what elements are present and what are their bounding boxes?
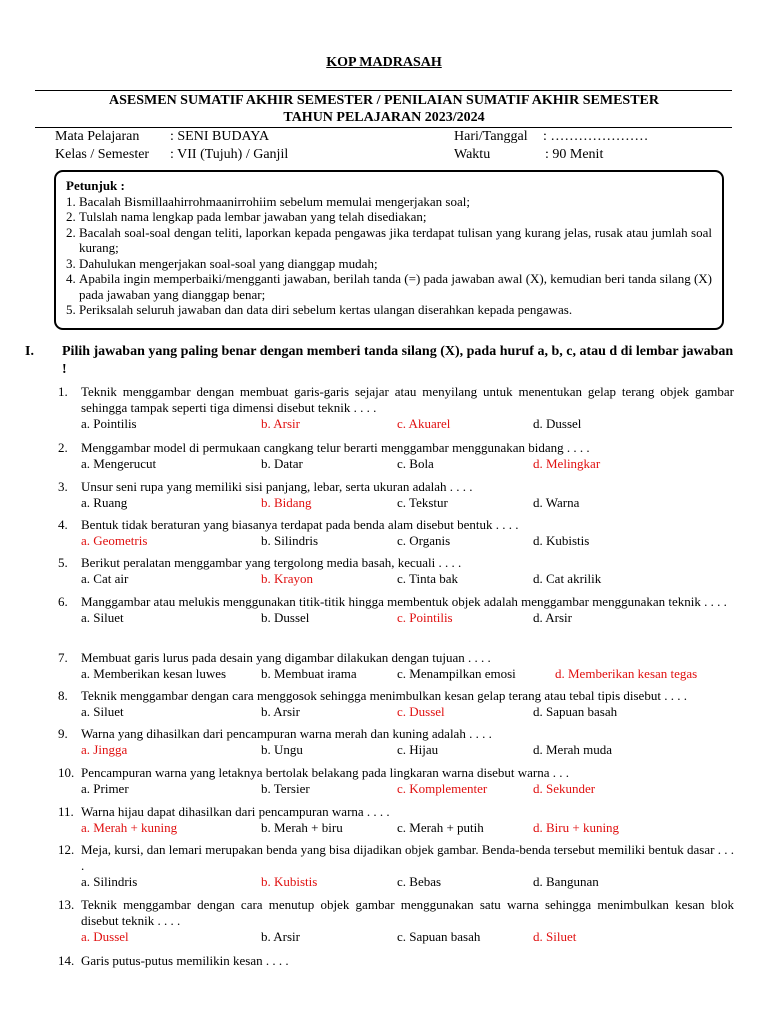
question-number: 11.: [58, 804, 74, 819]
option-d[interactable]: d. Memberikan kesan tegas: [555, 666, 698, 681]
exam-title: ASESMEN SUMATIF AKHIR SEMESTER / PENILAIAN SUMATIF AKHIR SEMESTER: [109, 93, 659, 108]
answer-options: [81, 456, 734, 472]
question-number: 3.: [58, 479, 68, 494]
petunjuk-heading: Petunjuk :: [66, 178, 125, 193]
answer-options: [81, 874, 734, 890]
petunjuk-item: 2. Tulslah nama lengkap pada lembar jawaban yang telah disediakan;: [66, 209, 427, 224]
option-c[interactable]: c. Sapuan basah: [397, 929, 481, 944]
question-number: 2.: [58, 440, 68, 455]
option-c[interactable]: c. Tekstur: [397, 495, 448, 510]
kelas-label: Kelas / Semester: [55, 147, 150, 162]
mapel-label: Mata Pelajaran: [55, 129, 140, 144]
option-a[interactable]: a. Dussel: [81, 929, 129, 944]
section-number: I.: [25, 344, 34, 359]
question-1: [58, 384, 734, 432]
hari-value: : …………………: [543, 129, 649, 144]
question-number: 7.: [58, 650, 68, 665]
option-d[interactable]: d. Sapuan basah: [533, 704, 618, 719]
question-7: [58, 650, 734, 682]
header-rule-bottom: [35, 127, 732, 128]
option-d[interactable]: d. Dussel: [533, 416, 582, 431]
petunjuk-box: [54, 170, 724, 330]
answer-options: [81, 495, 734, 511]
header-rule-top: [35, 90, 732, 91]
option-d[interactable]: d. Warna: [533, 495, 580, 510]
answer-options: [81, 666, 734, 682]
petunjuk-item: 3. Dahulukan mengerjakan soal-soal yang dianggap mudah;: [66, 255, 378, 271]
question-number: 6.: [58, 594, 68, 609]
mapel-value: : SENI BUDAYA: [170, 129, 270, 144]
petunjuk-item: 2. Bacalah soal-soal dengan teliti, laporkan kepada pengawas jika terdapat tulisan yang kurang jelas, rusak atau jumlah soal kurang;: [66, 224, 712, 255]
question-text: Teknik menggambar dengan cara menggosok sehingga menimbulkan kesan gelap terang atau tebal tipis disebut . . . .: [81, 688, 687, 703]
question-number: 9.: [58, 726, 68, 741]
question-text: Menggambar model di permukaan cangkang telur berarti menggambar menggunakan bidang . . . .: [81, 440, 590, 455]
option-d[interactable]: d. Kubistis: [533, 533, 590, 548]
option-c[interactable]: c. Hijau: [397, 742, 439, 757]
waktu-label: Waktu: [454, 147, 491, 162]
hari-label: Hari/Tanggal: [454, 129, 528, 144]
question-8: [58, 688, 734, 720]
option-a[interactable]: a. Memberikan kesan luwes: [81, 666, 227, 681]
petunjuk-item: 1. Bacalah Bismillaahirrohmaanirrohiim sebelum memulai mengerjakan soal;: [66, 193, 470, 209]
question-3: [58, 479, 734, 511]
question-number: 10.: [58, 765, 75, 780]
answer-options: [81, 781, 734, 797]
question-10: [58, 765, 734, 797]
question-number: 8.: [58, 688, 68, 703]
kop-madrasah: KOP MADRASAH: [326, 55, 442, 70]
question-text: Unsur seni rupa yang memiliki sisi panjang, lebar, serta ukuran adalah . . . .: [81, 479, 473, 494]
option-d[interactable]: d. Cat akrilik: [533, 571, 602, 586]
question-number: 12.: [58, 842, 75, 857]
answer-options: [81, 610, 734, 626]
question-number: 5.: [58, 555, 68, 570]
option-b[interactable]: b. Membuat irama: [261, 666, 357, 681]
answer-options: [81, 571, 734, 587]
option-d[interactable]: d. Merah muda: [533, 742, 613, 757]
question-5: [58, 555, 734, 587]
section-heading: [25, 343, 735, 379]
option-c[interactable]: c. Komplementer: [397, 781, 488, 796]
option-d[interactable]: d. Arsir: [533, 610, 572, 625]
option-c[interactable]: c. Dussel: [397, 704, 445, 719]
option-a[interactable]: a. Siluet: [81, 610, 124, 625]
option-a[interactable]: a. Primer: [81, 781, 129, 796]
option-a[interactable]: a. Geometris: [81, 533, 148, 548]
kelas-value: : VII (Tujuh) / Ganjil: [170, 147, 289, 162]
question-text: Bentuk tidak beraturan yang biasanya terdapat pada benda alam disebut bentuk . . . .: [81, 517, 519, 532]
option-c[interactable]: c. Bola: [397, 456, 434, 471]
question-text: Pencampuran warna yang letaknya bertolak belakang pada lingkaran warna disebut warna . . .: [81, 765, 570, 780]
option-a[interactable]: a. Jingga: [81, 742, 128, 757]
question-6: [58, 594, 734, 626]
option-b[interactable]: b. Arsir: [261, 416, 300, 431]
option-c[interactable]: c. Organis: [397, 533, 451, 548]
petunjuk-item: 5. Periksalah seluruh jawaban dan data diri sebelum kertas ulangan diserahkan kepada pengawas.: [66, 302, 573, 317]
option-b[interactable]: b. Kubistis: [261, 874, 318, 889]
option-b[interactable]: b. Dussel: [261, 610, 310, 625]
option-b[interactable]: b. Tersier: [261, 781, 310, 796]
question-number: 13.: [58, 897, 75, 912]
option-c[interactable]: c. Bebas: [397, 874, 442, 889]
answer-options: [81, 416, 734, 432]
option-c[interactable]: c. Pointilis: [397, 610, 453, 625]
option-c[interactable]: c. Merah + putih: [397, 820, 484, 835]
option-b[interactable]: b. Silindris: [261, 533, 319, 548]
question-number: 1.: [58, 384, 68, 399]
question-text: Membuat garis lurus pada desain yang digambar dilakukan dengan tujuan . . . .: [81, 650, 491, 665]
option-c[interactable]: c. Menampilkan emosi: [397, 666, 516, 681]
answer-options: [81, 929, 734, 945]
option-c[interactable]: c. Akuarel: [397, 416, 451, 431]
answer-options: [81, 820, 734, 836]
question-text: Meja, kursi, dan lemari merupakan benda yang bisa dijadikan objek gambar. Benda-benda tersebut memiliki bentuk dasar . . . .: [81, 842, 734, 873]
option-a[interactable]: a. Ruang: [81, 495, 128, 510]
option-a[interactable]: a. Pointilis: [81, 416, 137, 431]
question-text: Garis putus-putus memilikin kesan . . . .: [81, 953, 289, 968]
option-b[interactable]: b. Bidang: [261, 495, 312, 510]
question-text: Teknik menggambar dengan membuat garis-garis sejajar atau menyilang untuk menentukan gelap terang objek gambar sehingga tampak seperti tiga dimensi disebut teknik . . . .: [81, 384, 734, 415]
option-b[interactable]: b. Ungu: [261, 742, 303, 757]
answer-options: [81, 704, 734, 720]
question-13: [58, 897, 734, 945]
option-a[interactable]: a. Mengerucut: [81, 456, 157, 471]
section-instruction: Pilih jawaban yang paling benar dengan memberi tanda silang (X), pada huruf a, b, c, atau d di lembar jawaban !: [62, 344, 734, 377]
option-a[interactable]: a. Merah + kuning: [81, 820, 178, 835]
option-b[interactable]: b. Arsir: [261, 704, 300, 719]
option-b[interactable]: b. Krayon: [261, 571, 313, 586]
option-a[interactable]: a. Siluet: [81, 704, 124, 719]
question-9: [58, 726, 734, 758]
academic-year: TAHUN PELAJARAN 2023/2024: [283, 110, 485, 125]
question-text: Warna yang dihasilkan dari pencampuran warna merah dan kuning adalah . . . .: [81, 726, 492, 741]
answer-options: [81, 742, 734, 758]
option-b[interactable]: b. Arsir: [261, 929, 300, 944]
question-14: [58, 953, 734, 969]
option-b[interactable]: b. Merah + biru: [261, 820, 343, 835]
question-12: [58, 842, 734, 890]
option-b[interactable]: b. Datar: [261, 456, 303, 471]
question-11: [58, 804, 734, 836]
answer-options: [81, 533, 734, 549]
question-number: 14.: [58, 953, 75, 968]
option-d[interactable]: d. Melingkar: [533, 456, 601, 471]
question-text: Manggambar atau melukis menggunakan titik-titik hingga membentuk objek adalah menggambar menggunakan teknik . . . .: [81, 594, 727, 609]
option-d[interactable]: d. Siluet: [533, 929, 577, 944]
question-number: 4.: [58, 517, 68, 532]
option-a[interactable]: a. Silindris: [81, 874, 138, 889]
question-text: Berikut peralatan menggambar yang tergolong media basah, kecuali . . . .: [81, 555, 462, 570]
question-2: [58, 440, 734, 472]
option-d[interactable]: d. Biru + kuning: [533, 820, 620, 835]
option-a[interactable]: a. Cat air: [81, 571, 129, 586]
question-text: Warna hijau dapat dihasilkan dari pencampuran warna . . . .: [81, 804, 390, 819]
option-d[interactable]: d. Bangunan: [533, 874, 599, 889]
option-c[interactable]: c. Tinta bak: [397, 571, 459, 586]
question-4: [58, 517, 734, 549]
option-d[interactable]: d. Sekunder: [533, 781, 596, 796]
waktu-value: : 90 Menit: [545, 147, 604, 162]
question-text: Teknik menggambar dengan cara menutup objek gambar menggunakan satu warna sehingga menimbulkan kesan blok disebut teknik . . . .: [81, 897, 734, 928]
petunjuk-item: 4. Apabila ingin memperbaiki/mengganti jawaban, berilah tanda (=) pada jawaban awal (X), kemudian beri tanda silang (X) pada jawaban yang dianggap benar;: [66, 271, 712, 302]
